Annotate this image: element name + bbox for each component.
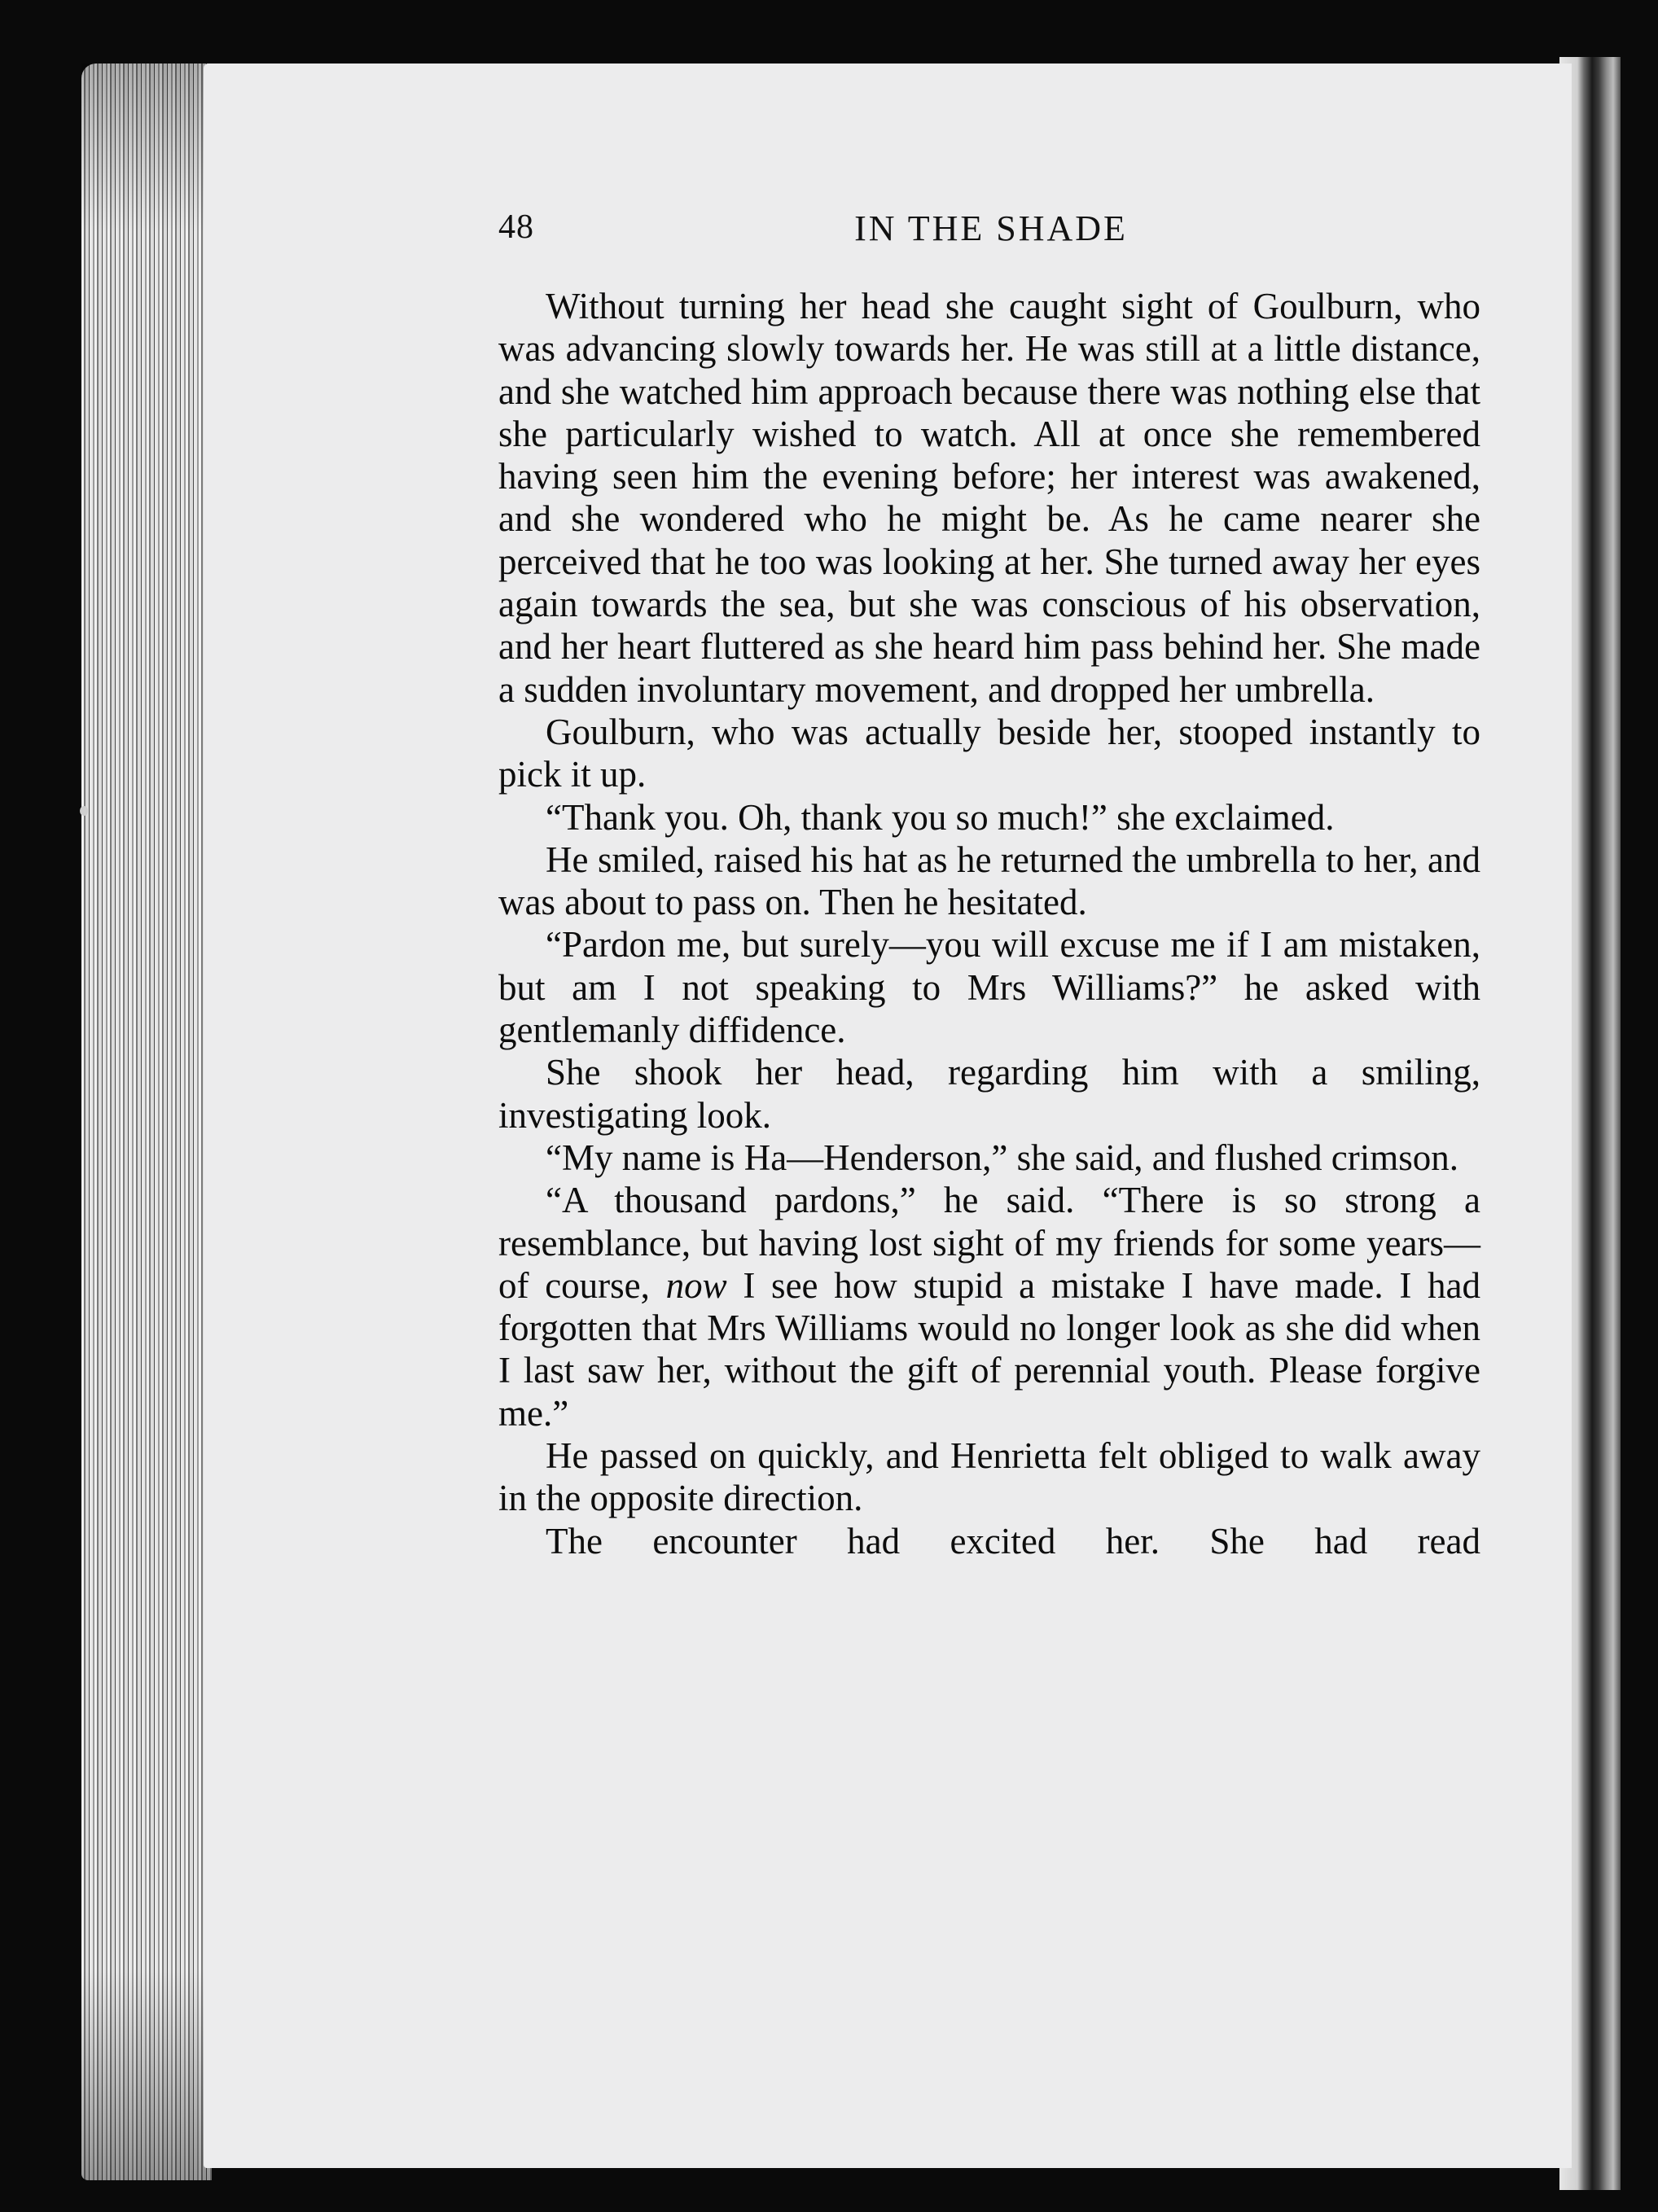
- stacked-page-edges: [81, 64, 212, 2180]
- paragraph: Goulburn, who was actually beside her, stooped instantly to pick it up.: [498, 711, 1480, 795]
- body-text: [498, 285, 1480, 1562]
- paragraph: Without turning her head she caught sight of Goulburn, who was advancing slowly towards her. He was still at a little distance, and she watched him approach because there was nothing else that she particularly wished to watch. All at once she remembered having seen him the evening before; her interest was awakened, and she wondered who he might be. As he came nearer she perceived that he too was looking at her. She turned away her eyes again towards the sea, but she was conscious of his observation, and her heart fluttered as she heard him pass behind her. She made a sudden involuntary movement, and dropped her umbrella.: [498, 286, 1480, 710]
- italic-emphasis: now: [665, 1264, 727, 1306]
- paragraph: He passed on quickly, and Henrietta felt obliged to walk away in the opposite direction.: [498, 1435, 1480, 1519]
- page-number: 48: [498, 208, 534, 246]
- running-head: [498, 208, 1484, 256]
- scan-smudge: [80, 806, 88, 816]
- paragraph: “My name is Ha—Henderson,” she said, and flushed crimson.: [546, 1137, 1458, 1178]
- paragraph: “A thousand pardons,” he said. “There is so strong a resemblance, but having lost sight of my friends for some years—of course, now I see how stupid a mistake I have made. I had forgotten that Mrs Williams would no longer look as she did when I last saw her, without the gift of perennial youth. Please forgive me.”: [498, 1180, 1480, 1434]
- paragraph: “Thank you. Oh, thank you so much!” she exclaimed.: [546, 796, 1335, 838]
- paragraph: The encounter had excited her. She had read: [546, 1520, 1480, 1562]
- paragraph: She shook her head, regarding him with a smiling, investigating look.: [498, 1052, 1480, 1136]
- paragraph: “Pardon me, but surely—you will excuse me if I am mistaken, but am I not speaking to Mrs Williams?” he asked with gentlemanly diffidence.: [498, 924, 1480, 1051]
- paragraph: He smiled, raised his hat as he returned the umbrella to her, and was about to pass on. Then he hesitated.: [498, 839, 1480, 923]
- running-title: IN THE SHADE: [854, 208, 1128, 248]
